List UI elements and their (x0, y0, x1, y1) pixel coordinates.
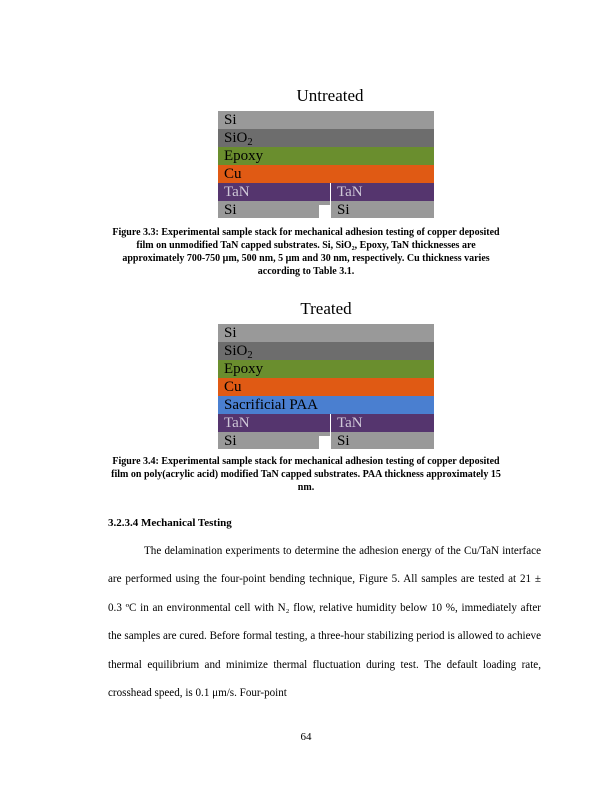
figure-3-4-caption: Figure 3.4: Experimental sample stack for mechanical adhesion testing of copper deposited film on poly(acrylic acid) modified TaN capped substrates. PAA thickness approximately 15 nm. (111, 456, 501, 493)
f33-layer-si-top: Si (218, 111, 434, 129)
f34-layer-tan-left: TaN (218, 414, 330, 432)
f33-notch (319, 205, 331, 218)
f34-layer-sio2: SiO$_2$ (218, 342, 434, 360)
f33-layer-si-right: Si (331, 201, 434, 218)
figure-3-3-title: Untreated (296, 86, 364, 105)
f34-layer-si-right: Si (331, 432, 434, 449)
f33-layer-tan-right: TaN (331, 183, 434, 201)
f33-layer-sio2: SiO$_2$ (218, 129, 434, 147)
f34-layer-cu: Cu (218, 378, 434, 396)
figure-3-3-caption: Figure 3.3: Experimental sample stack for mechanical adhesion testing of copper deposited film on unmodified TaN capped substrates. Si, SiO₂, Epoxy, TaN thicknesses are approximately 700-750 μm, 500 nm, 5 μm and 30 nm, respectively. Cu thickness varies according to Table 3.1. (112, 227, 500, 277)
body-paragraph: The delamination experiments to determine the adhesion energy of the Cu/TaN interface are performed using the four-point bending technique, Figure 5. All samples are tested at 21 ± 0.3 ºC in an environmental cell with N₂ flow, relative humidity below 10 %, immediately after the samples are cured. Before formal testing, a three-hour stabilizing period is allowed to achieve thermal equilibrium and minimize thermal fluctuation during test. The default loading rate, crosshead speed, is 0.1 μm/s. Four-point (108, 545, 541, 700)
page-number: 64 (300, 731, 312, 743)
f33-layer-si-left: Si (218, 201, 330, 218)
f34-layer-si-left: Si (218, 432, 330, 449)
f34-layer-sacrificial-paa: Sacrificial PAA (218, 396, 434, 414)
f34-layer-tan-right: TaN (331, 414, 434, 432)
section-heading: 3.2.3.4 Mechanical Testing (108, 517, 232, 529)
f33-layer-tan-left: TaN (218, 183, 330, 201)
f34-notch (319, 436, 331, 449)
f34-layer-epoxy: Epoxy (218, 360, 434, 378)
figure-3-4-title: Treated (300, 299, 352, 318)
f33-layer-cu: Cu (218, 165, 434, 183)
f33-layer-epoxy: Epoxy (218, 147, 434, 165)
f34-layer-si-top: Si (218, 324, 434, 342)
